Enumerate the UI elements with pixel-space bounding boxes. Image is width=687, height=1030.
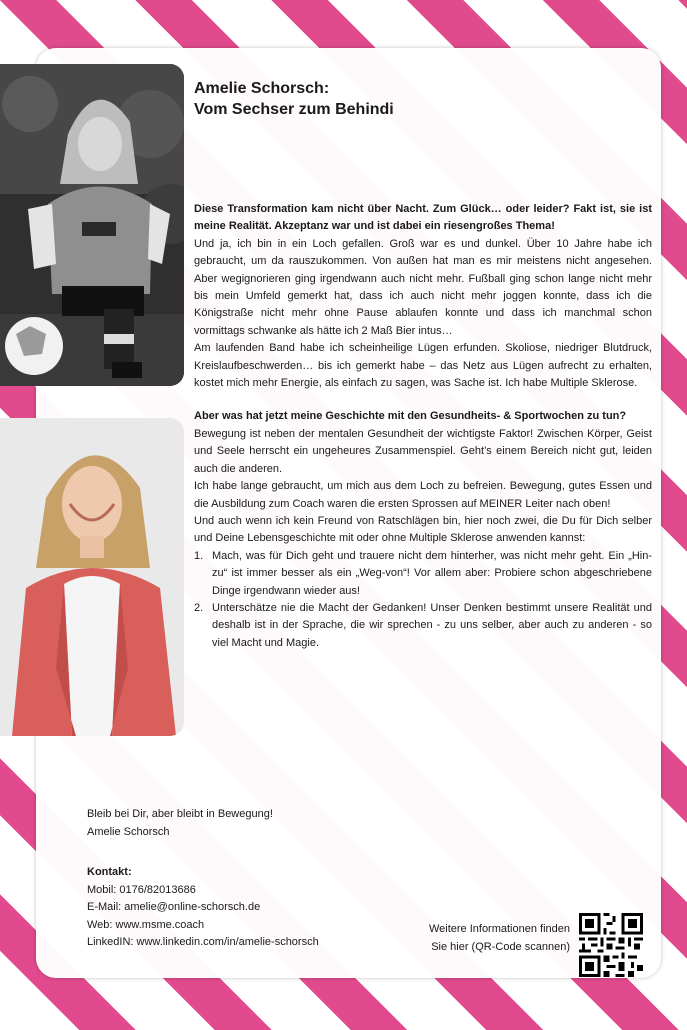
qr-caption-line-2: Sie hier (QR-Code scannen) bbox=[431, 941, 570, 953]
qr-caption bbox=[380, 920, 570, 956]
paragraph-5: Und auch wenn ich kein Freund von Ratschlägen bin, hier noch zwei, die Du für Dich selber und Deine Lebensgeschichte mit oder ohne Multiple Sklerose anwenden kannst: bbox=[194, 514, 652, 545]
signoff-name: Amelie Schorsch bbox=[87, 826, 170, 838]
section-heading: Aber was hat jetzt meine Geschichte mit den Gesundheits- & Sportwochen zu tun? bbox=[194, 410, 627, 423]
contact-block bbox=[87, 864, 407, 952]
tips-list bbox=[194, 548, 652, 652]
paragraph-1: Und ja, ich bin in ein Loch gefallen. Groß war es und dunkel. Über 10 Jahre habe ich gebraucht, um da rauszukommen. Von außen hat man es mir meistens nicht angesehen. Aber wegignorieren ging irgendwann auch nicht mehr. Fußball ging schon lange nicht mehr bis mein Umfeld gemerkt hat, dass ich auch nicht mehr joggen konnte, dass ich die Königstraße nicht mehr ohne Pause ablaufen konnte und dass ich manchmal schon vormittags schwanke als hätte ich 2 Maß Bier intus… bbox=[194, 237, 652, 337]
contact-mobile: Mobil: 0176/82013686 bbox=[87, 883, 196, 896]
qr-caption-line-1: Weitere Informationen finden bbox=[428, 923, 570, 935]
photo-portrait bbox=[0, 418, 184, 736]
paragraph-4: Ich habe lange gebraucht, um mich aus dem Loch zu befreien. Bewegung, gutes Essen und die Ausbildung zum Coach waren die ersten Sprossen auf MEINER Leiter nach oben! bbox=[194, 480, 652, 510]
contact-web: Web: www.msme.coach bbox=[87, 918, 205, 931]
paragraph-2: Am laufenden Band habe ich scheinheilige Lügen erfunden. Skoliose, niedriger Blutdruck, Kreislaufbeschwerden… bis ich gemerkt habe – das Netz aus Lügen aufrecht zu erhalten, kostet mich mehr Energie, als einfach zu sagen, was Sache ist. Ich habe Multiple Sklerose. bbox=[194, 342, 652, 390]
list-item bbox=[194, 600, 652, 652]
article-content bbox=[194, 78, 652, 652]
title-line-2: Vom Sechser zum Behindi bbox=[194, 101, 394, 118]
contact-heading: Kontakt: bbox=[87, 866, 132, 878]
signoff bbox=[87, 805, 387, 841]
list-item bbox=[194, 548, 652, 600]
list-number: 1. bbox=[194, 549, 204, 562]
paragraph-3: Bewegung ist neben der mentalen Gesundheit der wichtigste Faktor! Zwischen Körper, Geist und Seele herrscht ein ungeheures Zusammenspiel. Geht’s einem Bereich nicht gut, leiden auch die anderen. bbox=[194, 427, 652, 475]
photo-young-football bbox=[0, 64, 184, 386]
signoff-line-1: Bleib bei Dir, aber bleibt in Bewegung! bbox=[87, 808, 273, 820]
article-title bbox=[194, 78, 652, 120]
list-item-text: Unterschätze nie die Macht der Gedanken! Unser Denken bestimmt unsere Realität und deshalb ist in der Sprache, die wir sprechen - zu uns selber, aber auch zu anderen - so viel Macht und Magie. bbox=[212, 601, 652, 649]
intro-bold: Diese Transformation kam nicht über Nacht. Zum Glück… oder leider? Fakt ist, sie ist meine Realität. Akzeptanz war und ist dabei ein riesengroßes Thema! bbox=[194, 203, 652, 233]
contact-linkedin: LinkedIN: www.linkedin.com/in/amelie-schorsch bbox=[87, 936, 319, 948]
qr-code bbox=[578, 913, 644, 977]
list-item-text: Mach, was für Dich geht und trauere nicht dem hinterher, was nicht mehr geht. Ein „Hin-zu“ ist immer besser als ein „Weg-von“! Vor allem aber: Probiere schon abgeschriebene Dinge irgendwann wieder aus! bbox=[212, 549, 652, 597]
contact-email: E-Mail: amelie@online-schorsch.de bbox=[87, 901, 261, 913]
list-number: 2. bbox=[194, 601, 204, 614]
title-line-1: Amelie Schorsch: bbox=[194, 80, 330, 97]
